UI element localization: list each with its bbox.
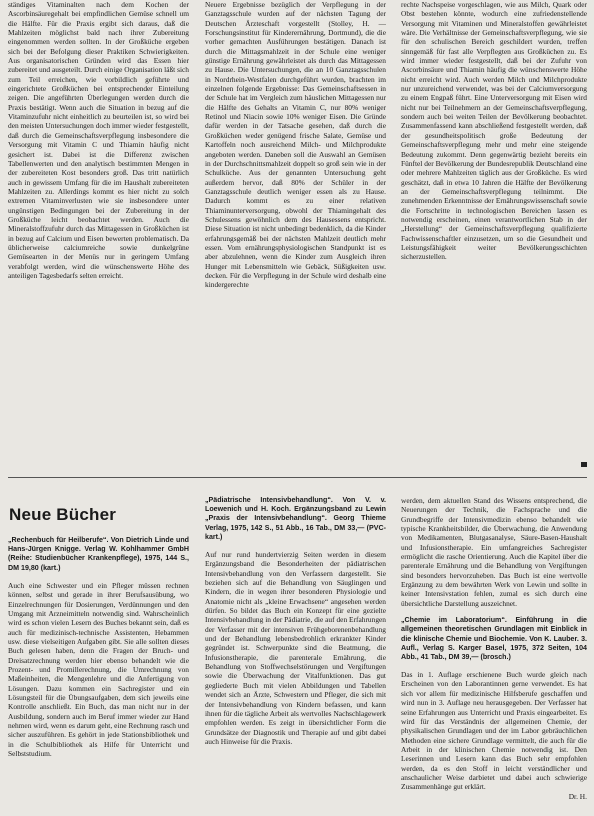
- book-review-column-1: [8, 536, 189, 812]
- section-heading: Neue Bücher: [9, 505, 117, 524]
- review-3-citation: „Chemie im Laboratorium“. Einführung in die allgemeinen theoretischen Grundlagen mit Einblick in die klinische Chemie und Biochemie. Von K. Lauber. 3. Aufl., Verlag S. Karger Basel, 1975, 372 Seiten, 104 Abb., 41 Tab., DM 39,— (brosch.): [401, 616, 587, 661]
- review-3-body: Das in 1. Auflage erschienene Buch wurde gleich nach Erscheinen von den Laborantinnen gerne verwendet. Es hat sich vor allem für medizinische Hilfsberufe geschaffen und wird nun in 3. Auflage neu herausgegeben. Der Verfasser hat seine Erfahrungen aus Unterricht und Praxis eingearbeitet. Es wird für das Verständnis der allgemeinen Chemie, der physikalischen Grundlagen und der im Labor gebräuchlichen Methoden eine sichere Grundlage vermittelt, die auch für die Arbeit in der klinischen Chemie notwendig ist. Den Leserinnen und Lesern kann das Buch sehr empfohlen werden, da es den Stoff in leicht verständlicher und anschaulicher Weise darbietet und dabei auch schwierige Zusammenhänge gut erklärt.: [401, 670, 587, 792]
- article-column-1: [8, 0, 189, 472]
- article-column-2: [205, 0, 386, 472]
- review-2-continuation: werden, dem aktuellen Stand des Wissens entsprechend, die Neuerungen der Technik, die Fachsprache und die Grundbegriffe der Intensivmedizin ebenso behandelt wie typische Krankheitsbilder, die Überwachung, die Anwendung von Medikamenten, Blutgasanalyse, Säure-Basen-Haushalt und Infusionstherapie. Ein umfangreiches Sachregister ermöglicht die rasche Orientierung. Auch die Kapitel über die parenterale Ernährung und die Behandlung von Vergiftungen sind besonders hervorzuheben. Das Buch ist eine wertvolle Ergänzung zu dem bewährten Werk von Lewin und sollte in keiner Intensivstation fehlen, zumal es sich durch eine übersichtliche Darstellung auszeichnet.: [401, 496, 587, 608]
- section-divider: [8, 477, 587, 478]
- book-review-column-2: [205, 496, 386, 812]
- review-2-body: Auf nur rund hundertvierzig Seiten werden in diesem Ergänzungsband die Besonderheiten der pädiatrischen Intensivbehandlung von den Verfassern dargestellt. Sie beziehen sich auf die Behandlung von Säuglingen und Kindern, die in wegen ihrer besonderen Physiologie und Anatomie nicht als „kleine Erwachsene“ angesehen werden dürfen. So bildet das Buch ein Konzept für eine gezielte Intensivbehandlung in der Pädiatrie, die auf den Erfahrungen der Verfasser mit der intensiven Frühgeborenenbehandlung und der Behandlung lebensbedrohlich erkrankter Kinder gegründet ist. Schwerpunkte sind die Beatmung, die Infusionstherapie, die parenterale Ernährung, die Behandlung von Stoffwechselstörungen und Vergiftungen sowie die Überwachung der Vitalfunktionen. Das gut gegliederte Buch mit vielen Abbildungen und Tabellen wendet sich an Ärzte, Schwestern und Pfleger, die sich mit der Intensivbehandlung von Kindern befassen, und kann ihnen für die tägliche Arbeit als wertvolles Nachschlagewerk empfohlen werden. Es zeigt in übersichtlicher Form die Grundsätze der Diagnostik und Therapie auf und gibt dabei auch Hinweise für die Praxis.: [205, 550, 386, 746]
- review-3-signature: Dr. H.: [568, 791, 587, 801]
- review-1-citation: „Rechenbuch für Heilberufe“. Von Dietrich Linde und Hans-Jürgen Knigge. Verlag W. Kohlhammer GmbH (Reihe: Studienbücher Krankenpflege), 1975, 144 S., DM 19,80 (kart.): [8, 536, 189, 572]
- end-of-article-marker: [581, 462, 587, 467]
- review-1-body: Auch eine Schwester und ein Pfleger müssen rechnen können, selbst und gerade in ihrer Berufsausübung, wo Einzelrechnungen für Dosierungen, Verdünnungen und den Umgang mit Arzneimitteln notwendig sind. Wahrscheinlich wird es schon vielen Lesern des Buches bekannt sein, daß es auch für medizinisch-technische Assistenten, Hebammen usw. diese vielseitigen Aufgaben gibt. Sie alle sollten dieses Buch gelesen haben, denn die Fragen der Bruch- und Dreisatzrechnung werden hier ebenso behandelt wie die Prozent- und Promillerechnung, die Umrechnung von Maßeinheiten, die Mengenlehre und die Anfertigung von Lösungen. Dazu kommen ein Sachregister und ein Lösungsteil für die Übungsaufgaben, dem sich jeweils eine Kontrolle anschließt. Ein Buch, das man nicht nur in der Ausbildung, sondern auch im Beruf immer wieder zur Hand nehmen wird, wenn es darum geht, eine Rechnung rasch und sicher auszuführen. Es gehört in jede Stationsbibliothek und in die Schulbibliothek als Hilfe für Unterricht und Selbststudium.: [8, 580, 189, 758]
- article-text-2: Neuere Ergebnisse bezüglich der Verpflegung in der Ganztagsschule wurden auf der nächsten Tagung der Deutschen Ärzteschaft vorgestellt (Stolley, H. — Forschungsinstitut für Kinderernährung, Dortmund), die die vorher gemachten Ausführungen bestätigen. Danach ist durch die Mittagsmahlzeit in der Schule eine weniger günstige Ernährung gewährleistet als durch das Mittagessen zu Hause. Die Untersuchungen, die an 10 Ganztagsschulen in Nordrhein-Westfalen durchgeführt wurden, brachten im einzelnen folgende Ergebnisse: Das Gemeinschaftsessen in der Schule hat im Vergleich zum häuslichen Mittagessen nur die Hälfte des Gehalts an Vitamin C, nur 80% weniger Retinol und Niacin sowie 10% weniger Eisen. Die Gründe dafür werden in der Tatsache gesehen, daß durch die Großküchen weder genügend frische Salate, Gemüse und Kartoffeln noch ausreichend Milch- und Milchprodukte angeboten werden. Daneben soll die Auswahl an Gemüsen in der Durchschnittsmahlzeit doppelt so groß sein wie in der Schulküche. Aus der genannten Untersuchung geht außerdem hervor, daß 80% der Schüler in der Ganztagsschule deutlich weniger essen als zu Hause. Dadurch kommt es zu einer relativen Thiaminunterversorgung, obwohl der Thiamingehalt des Schulessens gewöhnlich dem des Hausessens entspricht. Diese Situation ist nicht unbedingt bedenklich, da die Kinder erfahrungsgemäß bei der nächsten Mahlzeit deutlich mehr essen. Vom ernährungsphysiologischen Standpunkt ist es aber abzulehnen, wenn die Kinder zum Ausgleich ihren Hunger mit Lebensmitteln wie Gebäck, Süßigkeiten usw. decken. Für die Verpflegung in der Schule wird deshalb eine kindergerechte: [205, 0, 386, 290]
- article-column-3: [401, 0, 587, 472]
- book-review-column-3: [401, 496, 587, 812]
- article-text-3: rechte Nachspeise vorgeschlagen, wie aus Milch, Quark oder Obst bestehen könnte, wodurch eine zufriedenstellende Versorgung mit Vitaminen und Mineralstoffen gewährleistet wäre. Die Verhältnisse der Gemeinschaftsverpflegung, wie sie für den schulischen Bereich geschildert wurden, treffen sinngemäß für fast alle Verpflegten aus Großküchen zu. Es wird immer wieder festgestellt, daß bei der Zufuhr von Ascorbinsäure und Thiamin häufig die wünschenswerte Höhe nicht erreicht wird. Auch werden Milch und Milchprodukte nur unzureichend verwendet, was bei der Calciumversorgung zu einem Engpaß führt. Eine Unterversorgung mit Eisen wird nicht nur bei Teilnehmern an der Gemeinschaftsverpflegung, sondern auch bei weiten Teilen der Bevölkerung beobachtet. Zusammenfassend kann abschließend festgestellt werden, daß der gesundheitspolitisch große Bedeutung der Gemeinschaftsverpflegung mehr und mehr eine steigende Bedeutung zukommt. Denn gegenwärtig bezieht bereits ein Fünftel der Bevölkerung der Bundesrepublik Deutschland eine oder mehrere Mahlzeiten täglich aus der Großküche. Es wird geschätzt, daß in etwa 10 Jahren die Hälfte der Bevölkerung an der Gemeinschaftsverpflegung teilnimmt. Die zunehmenden Erkenntnisse der Ernährungswissenschaft sowie die Fortschritte in technologischen Bereichen lassen es notwendig erscheinen, einen verantwortlichen Stab in der „Herstellung“ der Gemeinschaftsverpflegung qualifizierte Fachwissenschaftler einzusetzen, um so die Gesundheit und Leistungsfähigkeit weiter Bevölkerungsschichten sicherzustellen.: [401, 0, 587, 262]
- article-text-1: ständiges Vitaminalten nach dem Kochen der Ascorbinsäuregehalt bei empfindlichen Gemüse schnell um die Hälfte. Für die Praxis ergibt sich daraus, daß die Mahlzeiten möglichst bald nach ihrer Zubereitung eingenommen werden sollten. In der Großküche ergeben sich bei der Befolgung dieser Praktiken Schwierigkeiten. Aus organisatorischen Gründen wird das Essen hier zubereitet und ausgeteilt. Durch einige Organisation läßt sich zum Teil erreichen, wie vorbildlich geführte und eingerichtete Großküchen bei entsprechender Einteilung zeigen. Die angeführten Überlegungen werden durch die Praxis bestätigt. Wenn auch die Situation in bezug auf die Vitaminzufuhr nicht einheitlich zu beurteilen ist, so wird bei den meisten Untersuchungen doch immer wieder festgestellt, daß durch die Gemeinschaftsverpflegung insbesondere die Versorgung mit Vitamin C und Thiamin häufig nicht gesichert ist. Dabei ist die Differenz zwischen Tabellenwerten und den analytisch bestimmten Mengen in der zubereiteten Kost besonders groß. Das tritt natürlich auch in gewissem Umfang für die im Haushalt zubereiteten Mahlzeiten zu. Allerdings kommt es hier nicht zu solch extremen Vitaminverlusten wie sie insbesondere unter ungünstigen Bedingungen bei der Zubereitung in der Großküche leicht beobachtet werden. Auch die Mineralstoffzufuhr durch das Mittagessen in Großküchen ist in bezug auf Calcium und Eisen bewerten problematisch. Da üblicherweise calciumreiche sowie dunkelgrüne Gemüsearten in der Menüs nur in geringem Umfang verabfolgt werden, wird die wünschenswerte Höhe des anteiligen Tagesbedarfs selten erreicht.: [8, 0, 189, 280]
- review-2-citation: „Pädiatrische Intensivbehandlung“. Von V. v. Loewenich und H. Koch. Ergänzungsband zu Lewin „Praxis der Intensivbehandlung“. Georg Thieme Verlag, 1975, 142 S., 51 Abb., 16 Tab., DM 33,— (PVC-kart.): [205, 496, 386, 541]
